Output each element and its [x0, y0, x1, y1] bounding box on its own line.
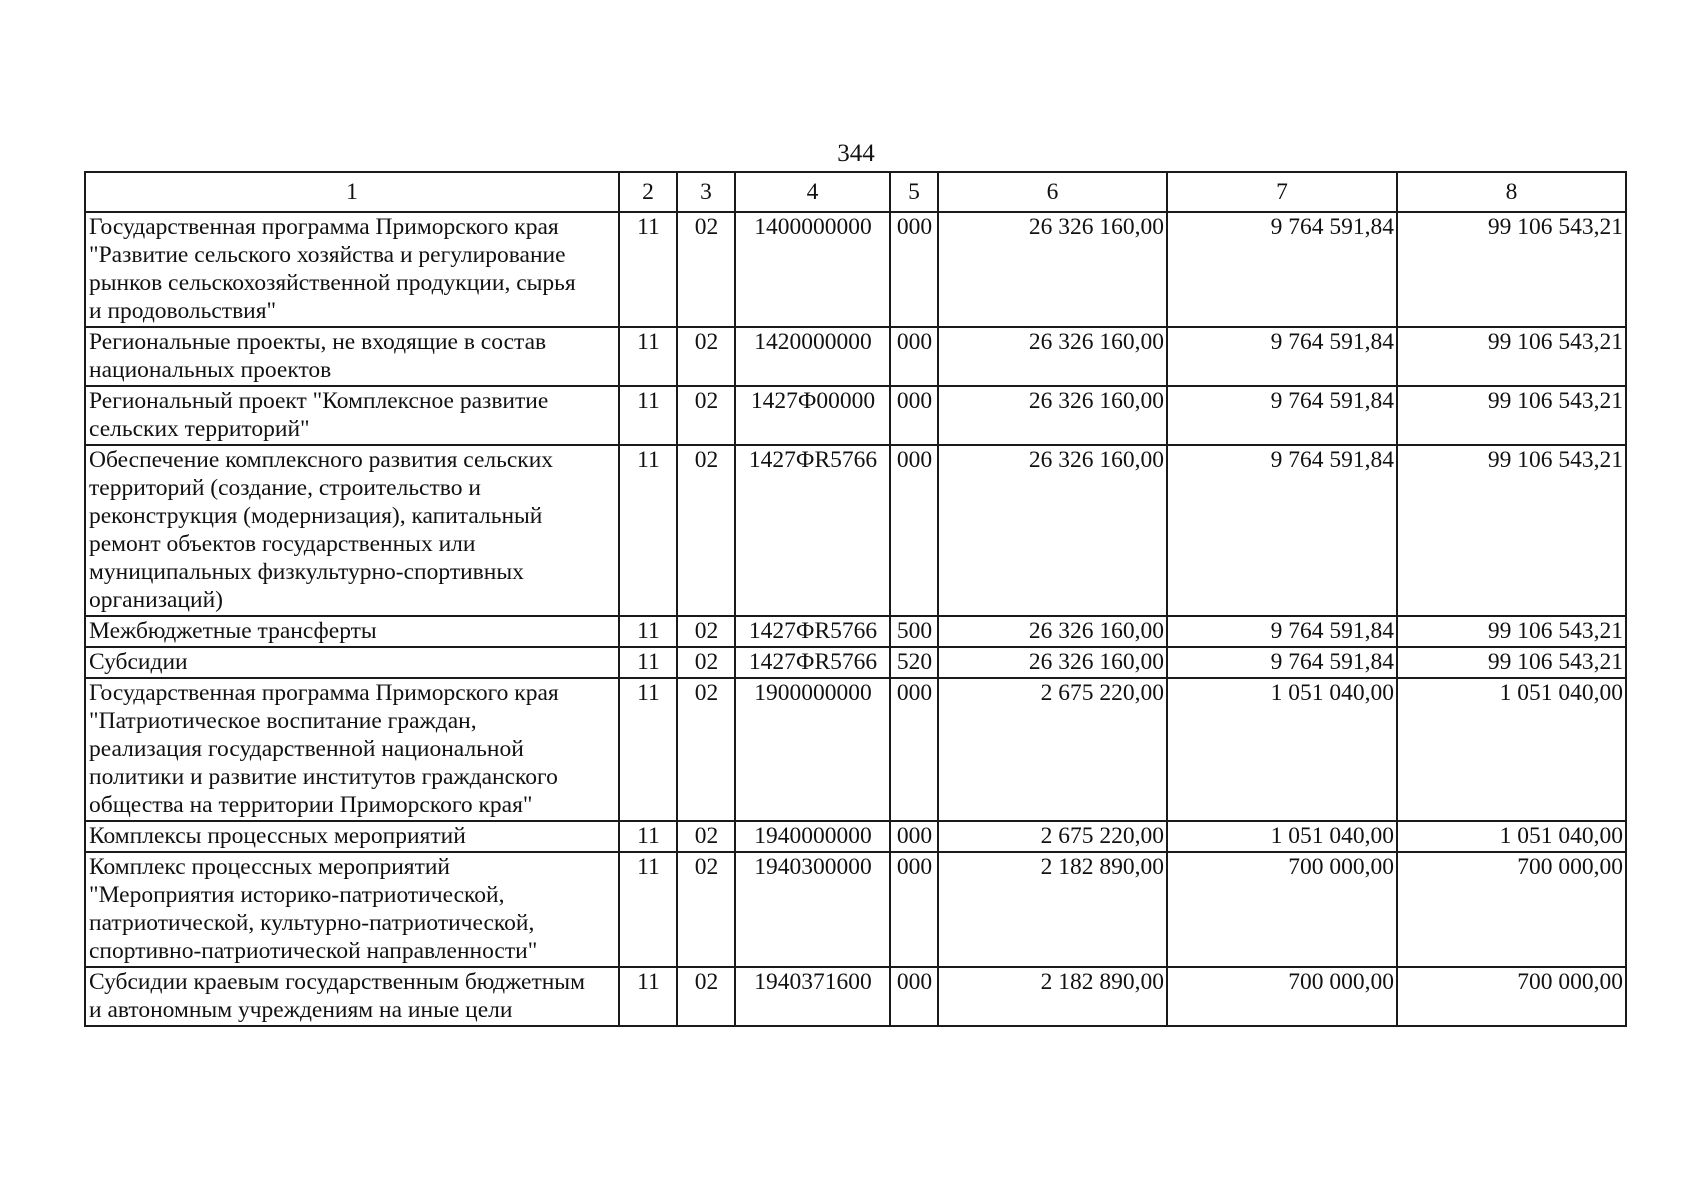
- section-code: 11: [619, 678, 677, 821]
- amount-col-6: 26 326 160,00: [938, 616, 1167, 647]
- amount-col-6: 26 326 160,00: [938, 386, 1167, 445]
- section-code: 11: [619, 821, 677, 852]
- row-name: Комплекс процессных мероприятий "Мероприятия историко-патриотической, патриотической, культурно-патриотической, спортивно-патриотической направленности": [85, 852, 619, 967]
- row-name: Межбюджетные трансферты: [85, 616, 619, 647]
- table-row: [85, 852, 1626, 967]
- amount-col-8: 700 000,00: [1397, 852, 1626, 967]
- section-code: 11: [619, 647, 677, 678]
- subsection-code: 02: [677, 647, 735, 678]
- row-name: Субсидии краевым государственным бюджетным и автономным учреждениям на иные цели: [85, 967, 619, 1026]
- expense-type-code: 500: [890, 616, 938, 647]
- subsection-code: 02: [677, 678, 735, 821]
- table-row: [85, 445, 1626, 616]
- section-code: 11: [619, 212, 677, 327]
- expense-type-code: 000: [890, 852, 938, 967]
- target-article-code: 1427ФR5766: [735, 445, 890, 616]
- subsection-code: 02: [677, 616, 735, 647]
- subsection-code: 02: [677, 212, 735, 327]
- table-row: [85, 616, 1626, 647]
- subsection-code: 02: [677, 445, 735, 616]
- amount-col-7: 9 764 591,84: [1167, 647, 1397, 678]
- target-article-code: 1400000000: [735, 212, 890, 327]
- table-row: [85, 967, 1626, 1026]
- amount-col-7: 9 764 591,84: [1167, 445, 1397, 616]
- target-article-code: 1940371600: [735, 967, 890, 1026]
- table-body: [85, 212, 1626, 1026]
- expense-type-code: 000: [890, 678, 938, 821]
- amount-col-6: 2 675 220,00: [938, 678, 1167, 821]
- amount-col-8: 1 051 040,00: [1397, 678, 1626, 821]
- amount-col-7: 9 764 591,84: [1167, 386, 1397, 445]
- expense-type-code: 520: [890, 647, 938, 678]
- amount-col-8: 99 106 543,21: [1397, 327, 1626, 386]
- amount-col-7: 9 764 591,84: [1167, 616, 1397, 647]
- table-row: [85, 386, 1626, 445]
- amount-col-6: 2 182 890,00: [938, 852, 1167, 967]
- amount-col-7: 700 000,00: [1167, 852, 1397, 967]
- section-code: 11: [619, 445, 677, 616]
- header-cell: 7: [1167, 172, 1397, 212]
- amount-col-6: 26 326 160,00: [938, 445, 1167, 616]
- amount-col-6: 2 675 220,00: [938, 821, 1167, 852]
- target-article-code: 1427Ф00000: [735, 386, 890, 445]
- amount-col-8: 99 106 543,21: [1397, 212, 1626, 327]
- row-name: Региональный проект "Комплексное развитие сельских территорий": [85, 386, 619, 445]
- header-cell: 1: [85, 172, 619, 212]
- expense-type-code: 000: [890, 967, 938, 1026]
- subsection-code: 02: [677, 821, 735, 852]
- header-cell: 6: [938, 172, 1167, 212]
- header-row: [85, 172, 1626, 212]
- expense-type-code: 000: [890, 212, 938, 327]
- target-article-code: 1940000000: [735, 821, 890, 852]
- subsection-code: 02: [677, 386, 735, 445]
- amount-col-7: 9 764 591,84: [1167, 212, 1397, 327]
- target-article-code: 1420000000: [735, 327, 890, 386]
- amount-col-8: 99 106 543,21: [1397, 647, 1626, 678]
- row-name: Субсидии: [85, 647, 619, 678]
- table-row: [85, 212, 1626, 327]
- header-cell: 8: [1397, 172, 1626, 212]
- subsection-code: 02: [677, 852, 735, 967]
- page-number: 344: [837, 140, 875, 167]
- amount-col-8: 700 000,00: [1397, 967, 1626, 1026]
- target-article-code: 1900000000: [735, 678, 890, 821]
- subsection-code: 02: [677, 327, 735, 386]
- amount-col-8: 99 106 543,21: [1397, 616, 1626, 647]
- header-cell: 5: [890, 172, 938, 212]
- table-row: [85, 678, 1626, 821]
- target-article-code: 1427ФR5766: [735, 616, 890, 647]
- row-name: Обеспечение комплексного развития сельских территорий (создание, строительство и реконструкция (модернизация), капитальный ремонт объектов государственных или муниципальных физкультурно-спортивных организаций): [85, 445, 619, 616]
- row-name: Комплексы процессных мероприятий: [85, 821, 619, 852]
- amount-col-7: 700 000,00: [1167, 967, 1397, 1026]
- header-cell: 2: [619, 172, 677, 212]
- amount-col-6: 26 326 160,00: [938, 327, 1167, 386]
- row-name: Государственная программа Приморского края "Патриотическое воспитание граждан, реализация государственной национальной политики и развитие институтов гражданского общества на территории Приморского края": [85, 678, 619, 821]
- expense-type-code: 000: [890, 445, 938, 616]
- target-article-code: 1427ФR5766: [735, 647, 890, 678]
- target-article-code: 1940300000: [735, 852, 890, 967]
- row-name: Региональные проекты, не входящие в состав национальных проектов: [85, 327, 619, 386]
- header-cell: 4: [735, 172, 890, 212]
- subsection-code: 02: [677, 967, 735, 1026]
- amount-col-6: 2 182 890,00: [938, 967, 1167, 1026]
- amount-col-8: 1 051 040,00: [1397, 821, 1626, 852]
- section-code: 11: [619, 967, 677, 1026]
- amount-col-8: 99 106 543,21: [1397, 386, 1626, 445]
- expense-type-code: 000: [890, 327, 938, 386]
- expense-type-code: 000: [890, 386, 938, 445]
- amount-col-6: 26 326 160,00: [938, 212, 1167, 327]
- amount-col-8: 99 106 543,21: [1397, 445, 1626, 616]
- header-cell: 3: [677, 172, 735, 212]
- section-code: 11: [619, 616, 677, 647]
- table-row: [85, 327, 1626, 386]
- section-code: 11: [619, 386, 677, 445]
- budget-table: [84, 171, 1627, 1027]
- row-name: Государственная программа Приморского края "Развитие сельского хозяйства и регулирование рынков сельскохозяйственной продукции, сырья и продовольствия": [85, 212, 619, 327]
- table-row: [85, 647, 1626, 678]
- table-row: [85, 821, 1626, 852]
- section-code: 11: [619, 852, 677, 967]
- section-code: 11: [619, 327, 677, 386]
- amount-col-7: 9 764 591,84: [1167, 327, 1397, 386]
- amount-col-7: 1 051 040,00: [1167, 821, 1397, 852]
- amount-col-7: 1 051 040,00: [1167, 678, 1397, 821]
- amount-col-6: 26 326 160,00: [938, 647, 1167, 678]
- expense-type-code: 000: [890, 821, 938, 852]
